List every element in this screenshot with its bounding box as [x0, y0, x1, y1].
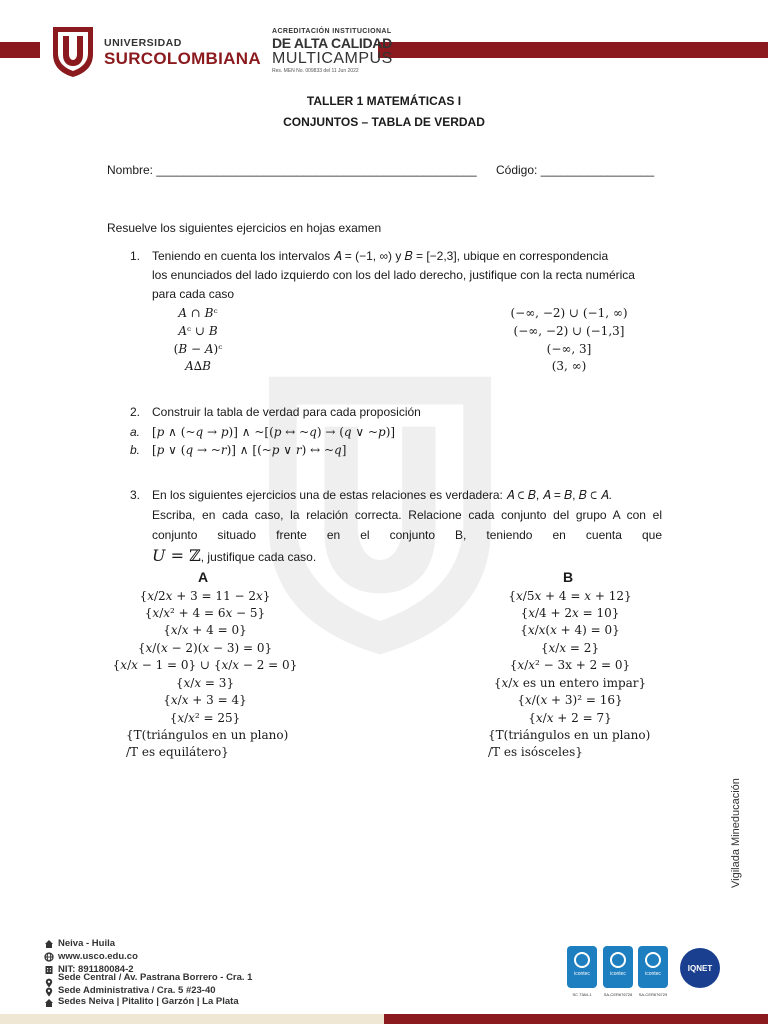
home-icon: [44, 998, 54, 1008]
home-icon: [44, 939, 54, 949]
icontec-certification-badge: [567, 946, 597, 988]
icontec-logo-icon: [610, 952, 626, 968]
exercise-3-line-4-text: , justifique cada caso.: [200, 550, 317, 564]
accreditation-line-1: ACREDITACIÓN INSTITUCIONAL: [272, 28, 392, 35]
accreditation-line-2: DE ALTA CALIDAD: [272, 35, 392, 51]
globe-icon: [44, 952, 54, 962]
set-b-item: {𝑥/𝑥² − 3x + 2 = 0}: [509, 658, 631, 672]
exercise-1-number: 1.: [130, 249, 141, 263]
icontec-brand-label: icontec: [574, 971, 590, 977]
set-a-triangles-line-2: /T es equilátero}: [126, 745, 229, 759]
exercise-3-line-2: Escriba, en cada caso, la relación correcta. Relacione cada conjunto del grupo A con el: [152, 508, 662, 522]
exercise-2-formula-b: [𝑝 ∨ (𝑞 → ~𝑟)] ∧ [(~𝑝 ∨ 𝑟) ↔ ~𝑞]: [152, 443, 347, 457]
icontec-logo-icon: [574, 952, 590, 968]
exercise-2-number: 2.: [130, 405, 141, 419]
university-shield-logo: [50, 24, 96, 78]
set-b-triangles-line-1: {T(triángulos en un plano): [488, 728, 651, 742]
set-a-item: {𝑥/𝑥² = 25}: [169, 711, 241, 725]
icontec-brand-label: icontec: [645, 971, 661, 977]
document-subtitle: CONJUNTOS – TABLA DE VERDAD: [283, 115, 485, 129]
vigilada-mineducacion-label: Vigilada Mineducación: [730, 778, 742, 888]
university-label: UNIVERSIDAD: [104, 37, 182, 49]
certification-code: SA-CER676729: [638, 992, 668, 997]
set-a-item: {𝑥/(𝑥 − 2)(𝑥 − 3) = 0}: [137, 641, 273, 655]
exercise-2-text: Construir la tabla de verdad para cada proposición: [152, 405, 421, 419]
set-b-item: {𝑥/(𝑥 + 3)² = 16}: [517, 693, 623, 707]
accreditation-line-4: Res. MEN No. 009833 del 11 Jun 2022: [272, 68, 359, 74]
footer-website: www.usco.edu.co: [58, 951, 138, 962]
set-a-item: {𝑥/𝑥 = 3}: [175, 676, 235, 690]
exercise-2-item-label: b.: [130, 443, 141, 457]
footer-city: Neiva - Huila: [58, 938, 116, 949]
building-icon: [44, 965, 54, 975]
column-a-header: A: [198, 569, 209, 585]
exercise-1-line-1: Teniendo en cuenta los intervalos 𝐴 = (−1, ∞) y 𝐵 = [−2,3], ubique en correspondencia: [152, 249, 609, 263]
universe-math: 𝑈 = ℤ: [152, 546, 201, 565]
header-red-bar-left: [0, 42, 40, 58]
set-b-item: {𝑥/𝑥(𝑥 + 4) = 0}: [520, 623, 620, 637]
set-b-item: {𝑥/4 + 2𝑥 = 10}: [520, 606, 620, 620]
footer-campuses: Sedes Neiva | Pitalito | Garzón | La Plata: [58, 996, 239, 1007]
exercise-1-right-item: (−∞, 3]: [546, 342, 592, 356]
icontec-logo-icon: [645, 952, 661, 968]
set-a-triangles-line-1: {T(triángulos en un plano): [126, 728, 289, 742]
exercise-1-right-item: (−∞, −2) ∪ (−1, ∞): [510, 306, 628, 320]
set-b-item: {𝑥/𝑥 + 2 = 7}: [528, 711, 612, 725]
iqnet-label: IQNET: [687, 963, 713, 973]
set-a-item: {𝑥/𝑥 − 1 = 0} ∪ {𝑥/𝑥 − 2 = 0}: [112, 658, 298, 672]
document-title: TALLER 1 MATEMÁTICAS I: [306, 94, 462, 108]
set-a-item: {𝑥/𝑥 + 4 = 0}: [163, 623, 247, 637]
set-a-item: {𝑥/𝑥 + 3 = 4}: [163, 693, 247, 707]
exercise-2-formula-a: [𝑝 ∧ (~𝑞 → 𝑝)] ∧ ~[(𝑝 ↔ ~𝑞) → (𝑞 ∨ ~𝑝)]: [152, 425, 396, 439]
footer-cream-bar: [0, 1014, 384, 1024]
exercise-3-line-1: En los siguientes ejercicios una de estas relaciones es verdadera: 𝐴 ⊂ 𝐵, 𝐴 = 𝐵, 𝐵 ⊂ 𝐴.: [152, 488, 612, 502]
location-pin-icon: [44, 987, 54, 997]
code-field-label: Código: _________________: [496, 163, 655, 177]
university-name: SURCOLOMBIANA: [104, 49, 261, 68]
exercise-3-number: 3.: [130, 488, 141, 502]
exercise-1-left-item: 𝐴∆𝐵: [185, 359, 211, 373]
set-a-item: {𝑥/2𝑥 + 3 = 11 − 2𝑥}: [139, 589, 271, 603]
set-b-triangles-line-2: /T es isósceles}: [488, 745, 583, 759]
instruction-text: Resuelve los siguientes ejercicios en hojas examen: [107, 221, 382, 235]
name-field-label: Nombre: ________________________________________________: [107, 163, 477, 177]
exercise-3-line-4: [152, 546, 316, 566]
exercise-1-line-3: para cada caso: [152, 287, 235, 301]
footer-admin-office: Sede Administrativa / Cra. 5 #23-40: [58, 985, 216, 996]
icontec-certification-badge: [638, 946, 668, 988]
footer-nit: NIT: 891180084-2: [58, 964, 134, 975]
iqnet-certification-badge: [680, 948, 720, 988]
footer-central-office: Sede Central / Av. Pastrana Borrero - Cra. 1: [58, 972, 253, 983]
exercise-1-left-item: 𝐴ᶜ ∪ 𝐵: [178, 324, 218, 338]
footer-red-bar: [384, 1014, 768, 1024]
exercise-1-left-item: (𝐵 − 𝐴)ᶜ: [173, 342, 223, 356]
certification-code: SC 7384-1: [572, 992, 592, 997]
icontec-certification-badge: [603, 946, 633, 988]
exercise-1-line-2: los enunciados del lado izquierdo con los del lado derecho, justifique con la recta numérica: [152, 268, 635, 282]
set-a-item: {𝑥/𝑥² + 4 = 6𝑥 − 5}: [144, 606, 266, 620]
exercise-1-right-item: (3, ∞): [551, 359, 587, 373]
exercise-1-left-item: 𝐴 ∩ 𝐵ᶜ: [178, 306, 218, 320]
exercise-2-item-label: a.: [130, 425, 141, 439]
set-b-item: {𝑥/𝑥 es un entero impar}: [493, 676, 647, 690]
certification-code: SA-CER676728: [603, 992, 633, 997]
exercise-3-line-3: conjunto situado frente en el conjunto B, teniendo en cuenta que: [152, 528, 662, 542]
set-b-item: {𝑥/𝑥 = 2}: [540, 641, 600, 655]
icontec-brand-label: icontec: [610, 971, 626, 977]
set-b-item: {𝑥/5𝑥 + 4 = 𝑥 + 12}: [508, 589, 632, 603]
column-b-header: B: [563, 569, 574, 585]
header-red-bar-right: [378, 42, 768, 58]
exercise-1-right-item: (−∞, −2) ∪ (−1,3]: [513, 324, 625, 338]
accreditation-line-3: MULTICAMPUS: [272, 50, 393, 67]
